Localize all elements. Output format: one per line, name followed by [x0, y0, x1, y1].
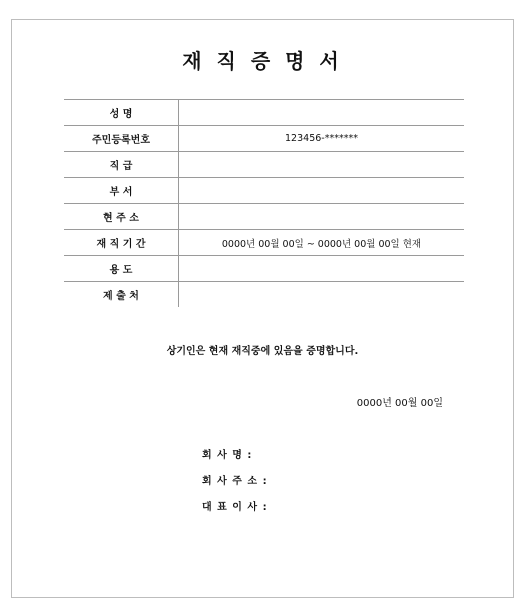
row-label: 직 급: [64, 152, 179, 178]
row-value[interactable]: [179, 178, 465, 204]
row-value[interactable]: [179, 152, 465, 178]
table-row-purpose: [64, 256, 464, 282]
row-label: 재 직 기 간: [64, 230, 179, 256]
row-value[interactable]: 0000년 00월 00일 ~ 0000년 00월 00일 현재: [179, 230, 465, 256]
table-row-department: [64, 178, 464, 204]
issue-date: 0000년 00월 00일: [356, 398, 443, 409]
company-address-label: 회 사 주 소 :: [202, 476, 268, 487]
row-value[interactable]: [179, 282, 465, 308]
certificate-table: [64, 99, 464, 307]
table-row-name: [64, 100, 464, 126]
row-label: 성 명: [64, 100, 179, 126]
row-value[interactable]: [179, 204, 465, 230]
row-value[interactable]: [179, 100, 465, 126]
document-title: 재 직 증 명 서: [182, 49, 343, 73]
table-row-resident-number: [64, 126, 464, 152]
certification-statement: 상기인은 현재 재직중에 있음을 증명합니다.: [166, 346, 359, 357]
row-label: 현 주 소: [64, 204, 179, 230]
row-label: 제 출 처: [64, 282, 179, 308]
certificate-page: [11, 19, 514, 598]
company-name-label: 회 사 명 :: [202, 450, 253, 461]
table-row-submit-to: [64, 282, 464, 308]
table-row-employment-period: [64, 230, 464, 256]
ceo-label: 대 표 이 사 :: [202, 502, 268, 513]
row-label: 용 도: [64, 256, 179, 282]
row-value[interactable]: [179, 256, 465, 282]
table-row-rank: [64, 152, 464, 178]
row-value[interactable]: 123456-*******: [179, 126, 465, 152]
row-label: 주민등록번호: [64, 126, 179, 152]
row-label: 부 서: [64, 178, 179, 204]
table-row-address: [64, 204, 464, 230]
